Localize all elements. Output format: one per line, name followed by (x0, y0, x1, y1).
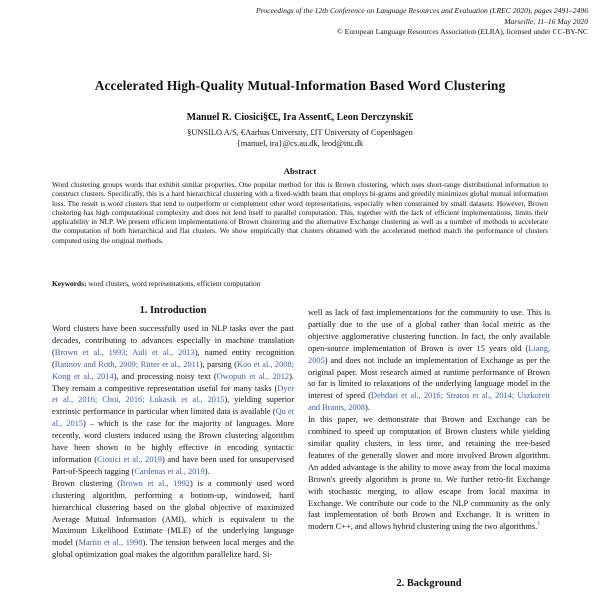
affiliations (0, 127, 600, 149)
intro-paragraph-1 (52, 323, 294, 478)
text-run: ). (204, 466, 210, 476)
text-run: well as lack of fast implementations for the community to use. This is partially due to the use of a global rather than local metric as the objective agglomerative clustering function. In fact, the only available open-source implementation of Brown is over 15 years old ( (308, 308, 550, 353)
text-run: ), yielding superior extrinsic performance in particular when limited data is available ( (52, 395, 294, 417)
text-run: ). They remain a competitive representation useful for many tasks ( (52, 371, 294, 393)
keywords (52, 279, 548, 288)
text-run: ), parsing ( (199, 359, 237, 369)
text-run: ) and have been used for unsupervised Part-of-Speech tagging ( (52, 454, 294, 476)
header-proceedings: Proceedings of the 12th Conference on Language Resources and Evaluation (LREC 2020), pages 2491–2496 (256, 6, 588, 15)
text-run: ), and processing noisy text ( (113, 371, 217, 381)
keywords-text: word clusters, word representations, efficient computation (86, 279, 261, 288)
citation-link[interactable]: Ratinov and Roth, 2009; Ritter et al., 2011 (54, 359, 200, 369)
conference-header (228, 6, 588, 38)
citation-link[interactable]: Liang, 2005 (308, 343, 550, 365)
text-run: ), named entity recognition ( (52, 347, 295, 369)
citation-link[interactable]: Owoputi et al., 2012 (216, 371, 290, 381)
citation-link[interactable]: Koo et al., 2008; Kong et al., 2014 (52, 359, 295, 381)
citation-link[interactable]: Ciosici et al., 2019 (97, 454, 162, 464)
citation-link[interactable]: Dehdari et al., 2016; Stratos et al., 2014; Uszkoreit and Brants, 2008 (308, 391, 550, 413)
citation-link[interactable]: Dyer et al., 2016; Choi, 2016; Lukasik et al., 2015 (52, 383, 294, 405)
text-run: ) – which is the case for the majority of languages. More recently, word clusters induced using the Brown clustering algorithm have been shown to be highly effective in encoding syntactic information ( (52, 419, 295, 464)
text-run: In this paper, we demonstrate that Brown and Exchange can be combined to speed up computation of Brown clusters while yielding similar quality clusters, in less time, and retaining the tree-based features of the generally slower and more involved Brown algorithm. An added advantage is the ability to move away from the local maxima Brown's greedy algorithm is prone to. We further retro-fit Exchange with stochastic merging, to allow escape from local maxima in Exchange. We contribute our code to the NLP community as the only fast implementation of both Brown and Exchange. It is written in modern C++, and allows hybrid clustering using the two algorithms. (308, 415, 550, 532)
header-location: Marseille, 11–16 May 2020 (504, 16, 588, 26)
left-column (52, 323, 294, 561)
intro-paragraph-2 (52, 478, 294, 561)
text-run: ) is a commonly used word clustering algorithm, performing a bottom-up, windowed, hard hierarchical clustering based on the global objective of maximized Average Mutual Information (AMI), which is equivalent to the Maximum Likelihood Estimate (MLE) of the underlying language model ( (52, 478, 294, 548)
footnote-marker[interactable]: 1 (537, 521, 541, 528)
section-heading-introduction: 1. Introduction (139, 305, 207, 316)
text-run: ). (365, 403, 370, 413)
header-copyright: © European Language Resources Association (ELRA), licensed under CC-BY-NC (336, 27, 588, 36)
text-run: Brown clustering ( (52, 478, 121, 488)
text-run: ). The tension between local merges and the global optimization goal makes the algorithm parallelize hard. Si- (52, 538, 294, 560)
right-column (308, 307, 550, 533)
keywords-label: Keywords: (52, 279, 87, 288)
citation-link[interactable]: Brown et al., 1992 (120, 478, 190, 488)
paper-title: Accelerated High-Quality Mutual-Information Based Word Clustering (94, 78, 506, 93)
citation-link[interactable]: Brown et al., 1993; Auli et al., 2013 (54, 347, 195, 357)
citation-link[interactable]: Cardenas et al., 2019 (134, 466, 205, 476)
citation-link[interactable]: Qu et al., 2015 (52, 407, 294, 429)
intro-paragraph-4 (308, 414, 550, 533)
text-run: ) and does not include an implementation of Exchange as per the original paper. Most research aimed at runtime performance of Brown so far is limited to relaxations of the underlying language model in the interest of speed ( (308, 355, 550, 401)
text-run: Word clusters have been successfully used in NLP tasks over the past decades, contributing to advances especially in machine translation ( (52, 324, 294, 357)
intro-paragraph-3 (308, 307, 550, 414)
citation-link[interactable]: Martin et al., 1998 (78, 538, 143, 548)
affiliation-institutions: §UNSILO A/S, €Aarhus University, £IT University of Copenhagen (187, 128, 413, 137)
paper-authors: Manuel R. Ciosici§€£, Ira Assent€, Leon Derczynski£ (186, 112, 414, 123)
abstract-text: Word clustering groups words that exhibit similar properties. One popular method for this is Brown clustering, which uses short-range distributional information to construct clusters. Specifically, this is a hard hierarchical clustering with a fixed-width beam that employs bi-grams and greedily minimizes global mutual information loss. The result is word clusters that tend to outperform or complement other word representations, especially when constrained by small datasets. However, Brown clustering has high computational complexity and does not lend itself to parallel computation. This, together with the lack of efficient implementations, limits their applicability in NLP. We present efficient implementations of Brown clustering and the alternative Exchange clustering as well as a number of methods to accelerate the computation of both hierarchical and flat clusters. We show empirically that clusters obtained with the accelerated method match the performance of clusters computed using the original methods. (52, 180, 548, 245)
section-heading-background: 2. Background (396, 578, 462, 589)
affiliation-emails: {manuel, ira}@cs.au.dk, leod@itu.dk (236, 139, 364, 148)
abstract-heading: Abstract (283, 166, 317, 176)
